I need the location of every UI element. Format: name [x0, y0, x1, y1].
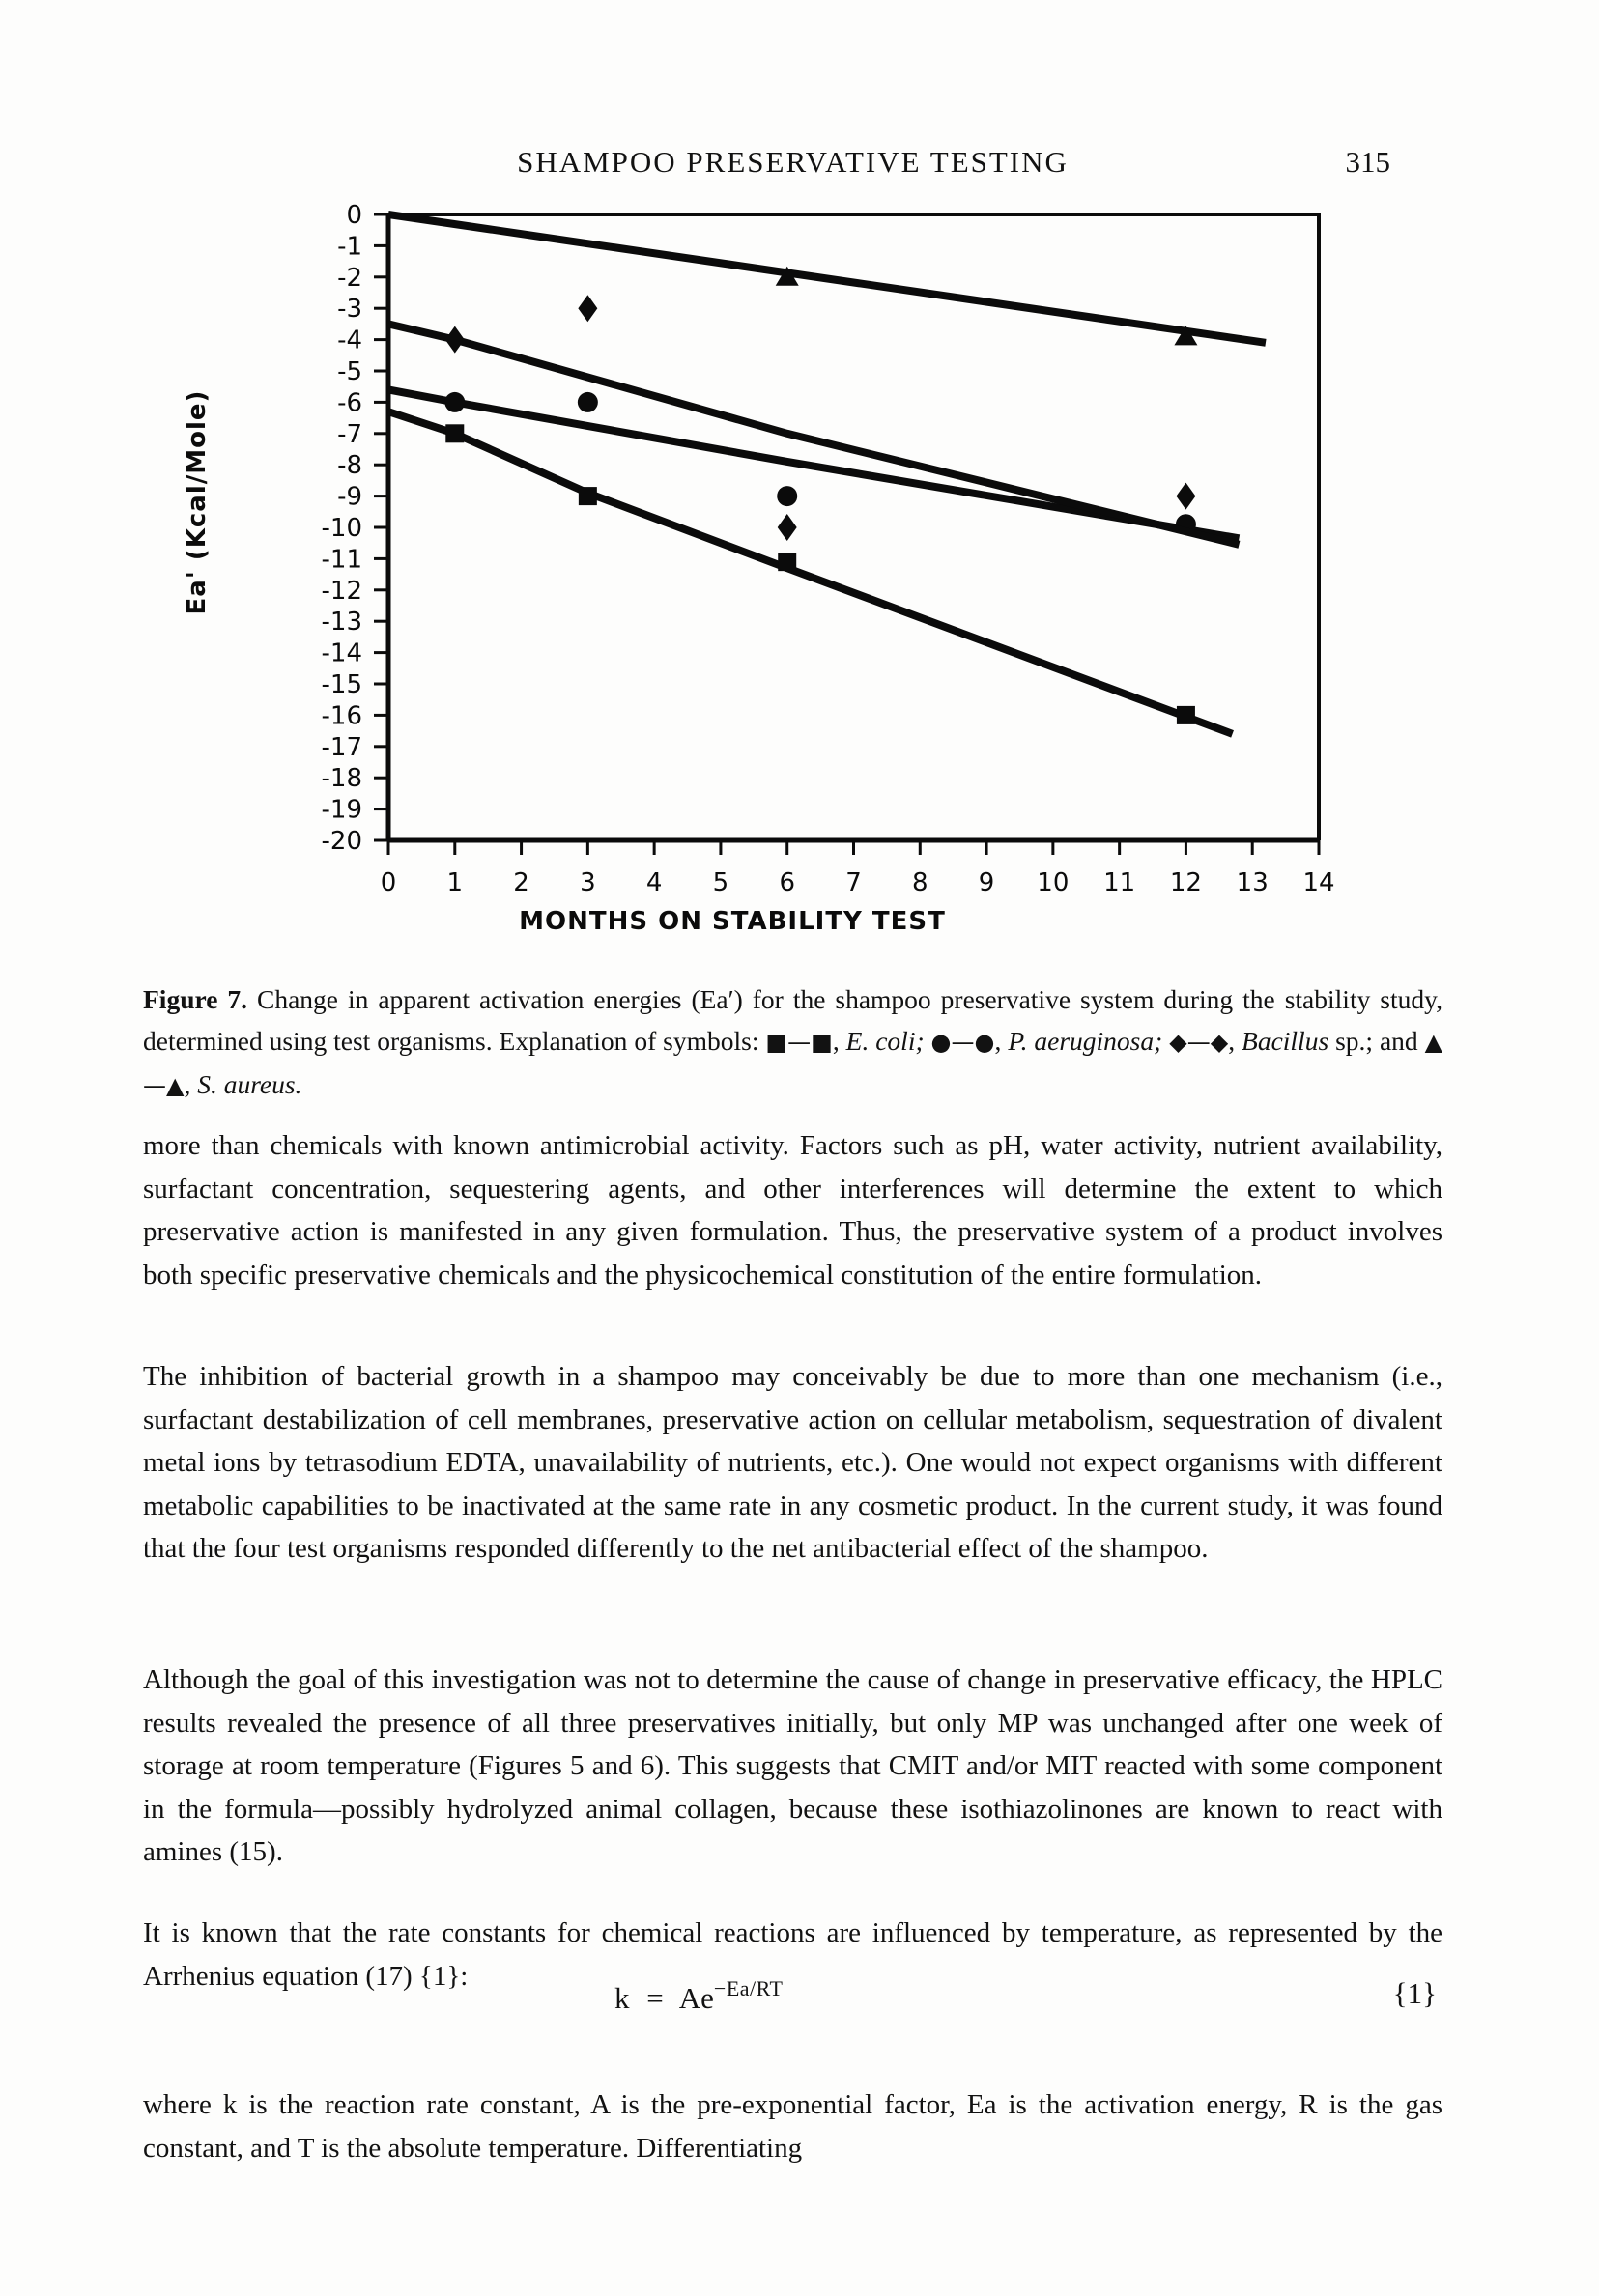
body-paragraph-4: It is known that the rate constants for chemical reactions are influenced by temperature, as represented by the Arrhenius equation (17) {1}: — [143, 1917, 1442, 1992]
caption-segment: , — [1228, 1025, 1242, 1056]
caption-segment: S. aureus. — [197, 1068, 302, 1099]
figure-caption — [143, 978, 1442, 1107]
body-paragraph-5: where k is the reaction rate constant, A is the pre-exponential factor, Ea is the activation energy, R is the gas constant, and T is the absolute temperature. Differentiating — [143, 2089, 1442, 2164]
x-tick-label: 2 — [513, 868, 529, 897]
y-tick-label: -17 — [321, 732, 362, 762]
diamond-marker — [578, 295, 597, 322]
circle-marker — [777, 486, 797, 506]
y-tick-label: -11 — [321, 545, 362, 575]
square-marker — [778, 553, 796, 571]
circle-marker — [444, 392, 465, 412]
diamond-marker — [1176, 483, 1195, 510]
caption-segment: ▲—▲ — [143, 1028, 1443, 1099]
caption-segment: Bacillus — [1242, 1025, 1329, 1056]
y-tick-label: 0 — [346, 201, 362, 230]
x-tick-label: 9 — [978, 868, 995, 897]
y-tick-label: -15 — [321, 670, 362, 699]
y-tick-label: -18 — [321, 764, 362, 794]
x-tick-label: 6 — [779, 868, 795, 897]
caption-segment: Change in apparent activation energies (Ea′) for the shampoo preservative system during the stability study, determined using test organisms. Explanation of symbols: — [143, 983, 1442, 1056]
body-paragraph-1: more than chemicals with known antimicrobial activity. Factors such as pH, water activity, nutrient availability, surfactant concentration, sequestering agents, and other interferences will determine the extent to which preservative action is manifested in any given formulation. Thus, the preservative system of a product involves both specific preservative chemicals and the physicochemical constitution of the entire formulation. — [143, 1130, 1442, 1290]
x-tick-label: 11 — [1103, 868, 1136, 897]
equation-number: {1} — [1392, 1976, 1437, 2010]
x-tick-label: 7 — [845, 868, 862, 897]
y-tick-label: -19 — [321, 795, 362, 825]
caption-segment: ◆—◆ — [1169, 1028, 1229, 1056]
diamond-marker — [778, 514, 797, 541]
fit-line — [388, 324, 1239, 544]
x-axis-title: MONTHS ON STABILITY TEST — [519, 907, 946, 936]
series-triangle — [388, 214, 1266, 345]
equation-1 — [143, 1976, 1442, 2034]
square-marker — [579, 487, 597, 505]
y-tick-label: -12 — [321, 576, 362, 606]
y-tick-label: -8 — [337, 451, 362, 481]
caption-segment: E. coli; — [845, 1025, 925, 1056]
x-tick-label: 5 — [712, 868, 729, 897]
x-tick-label: 4 — [645, 868, 663, 897]
x-tick-label: 0 — [380, 868, 397, 897]
diamond-marker — [445, 326, 465, 354]
y-axis-title: Ea' (Kcal/Mole) — [183, 389, 212, 615]
y-tick-label: -6 — [337, 388, 362, 418]
y-tick-label: -5 — [337, 357, 362, 386]
fit-line — [388, 214, 1266, 343]
y-tick-label: -4 — [337, 326, 362, 355]
fit-line — [388, 411, 1233, 734]
y-tick-label: -2 — [337, 263, 362, 293]
x-tick-label: 3 — [580, 868, 596, 897]
y-tick-label: -10 — [321, 514, 362, 543]
caption-segment: Figure 7. — [143, 983, 247, 1014]
caption-segment: , — [184, 1068, 198, 1099]
y-tick-label: -13 — [321, 608, 362, 638]
caption-segment: , — [832, 1025, 846, 1056]
series-diamond — [388, 295, 1239, 545]
caption-segment — [925, 1026, 931, 1056]
caption-segment: sp.; and — [1328, 1025, 1425, 1056]
circle-marker — [578, 392, 598, 412]
equation-body — [614, 1976, 783, 2016]
caption-segment: , — [994, 1025, 1009, 1056]
body-paragraph-2: The inhibition of bacterial growth in a shampoo may conceivably be due to more than one mechanism (i.e., surfactant destabilization of cell membranes, preservative action on cellular metabolism, sequestration of divalent metal ions by tetrasodium EDTA, unavailability of nutrients, etc.). One would not expect organisms with different metabolic capabilities to be inactivated at the same rate in any cosmetic product. In the current study, it was found that the four test organisms responded differently to the net antibacterial effect of the shampoo. — [143, 1361, 1442, 1564]
caption-segment: ■—■ — [765, 1028, 833, 1056]
square-marker — [1177, 706, 1195, 724]
x-tick-label: 14 — [1302, 868, 1335, 897]
running-head-title: SHAMPOO PRESERVATIVE TESTING — [517, 145, 1069, 179]
x-tick-label: 8 — [912, 868, 928, 897]
caption-segment: P. aeruginosa; — [1008, 1025, 1163, 1056]
y-tick-label: -16 — [321, 701, 362, 731]
y-tick-label: -14 — [321, 638, 362, 668]
equation-lhs: k = Ae — [614, 1981, 714, 2015]
body-paragraph-3: Although the goal of this investigation was not to determine the cause of change in preservative efficacy, the HPLC results revealed the presence of all three preservatives initially, but only MP was unchanged after one week of storage at room temperature (Figures 5 and 6). This suggests that CMIT and/or MIT reacted with some component in the formula—possibly hydrolyzed animal collagen, because these isothiazolinones are known to react with amines (15). — [143, 1664, 1442, 1867]
equation-exponent: −Ea/RT — [713, 1976, 784, 2000]
caption-segment: ●—● — [930, 1028, 995, 1056]
x-tick-label: 12 — [1169, 868, 1202, 897]
y-tick-label: -3 — [337, 295, 362, 325]
page-number: 315 — [1345, 145, 1390, 179]
y-tick-label: -9 — [337, 482, 362, 512]
x-tick-label: 1 — [446, 868, 464, 897]
figure-7-chart — [0, 0, 1599, 947]
square-marker — [445, 424, 464, 442]
y-tick-label: -20 — [321, 827, 362, 856]
series-square — [388, 411, 1233, 734]
y-tick-label: -1 — [337, 232, 362, 262]
x-tick-label: 13 — [1236, 868, 1269, 897]
x-tick-label: 10 — [1037, 868, 1070, 897]
y-tick-label: -7 — [337, 419, 362, 449]
